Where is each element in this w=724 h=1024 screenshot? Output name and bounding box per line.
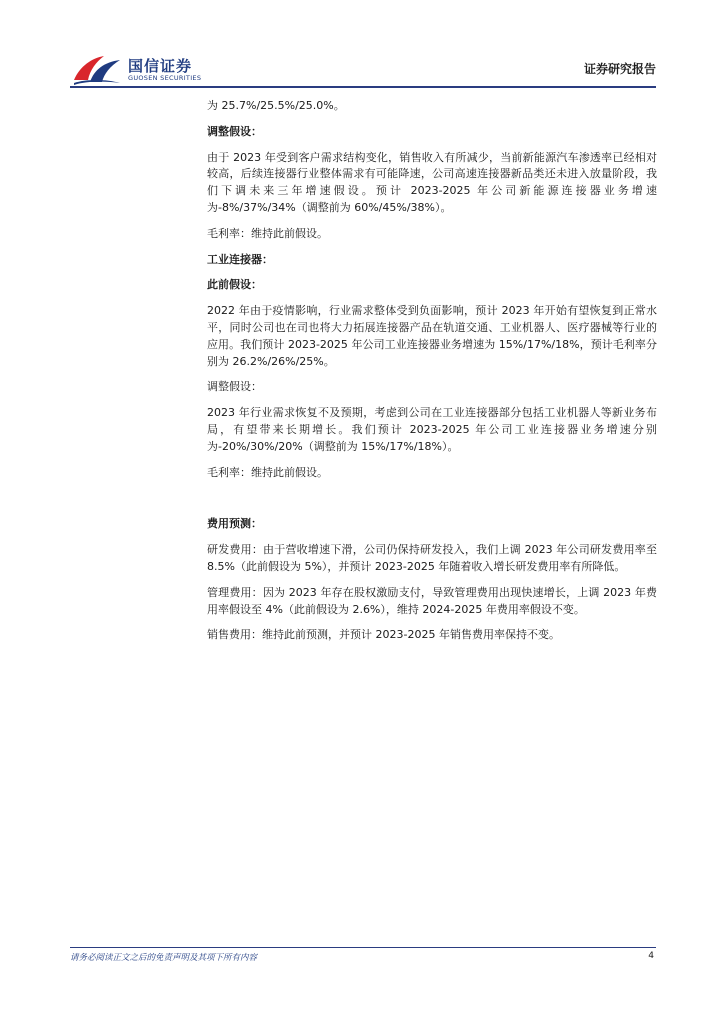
body-paragraph: 2023 年行业需求恢复不及预期，考虑到公司在工业连接器部分包括工业机器人等新业务布局，有望带来长期增长。我们预计 2023-2025 年公司工业连接器业务增速分别为-20%/30%/20%（调整前为 15%/17%/18%）。 bbox=[207, 406, 657, 453]
guosen-logo bbox=[70, 52, 220, 86]
guosen-logo-icon bbox=[70, 52, 124, 86]
section-heading: 工业连接器： bbox=[207, 252, 273, 266]
header-divider bbox=[70, 86, 656, 88]
logo-text-cn: 国信证券 bbox=[128, 57, 193, 75]
report-type-label: 证券研究报告 bbox=[583, 62, 656, 76]
report-body bbox=[207, 98, 657, 653]
page-number: 4 bbox=[648, 951, 654, 961]
body-paragraph: 研发费用：由于营收增速下滑，公司仍保持研发投入，我们上调 2023 年公司研发费用率至 8.5%（此前假设为 5%），并预计 2023-2025 年随着收入增长研发费用率有所降低。 bbox=[207, 543, 657, 573]
body-paragraph: 毛利率：维持此前假设。 bbox=[207, 226, 328, 240]
body-paragraph: 销售费用：维持此前预测，并预计 2023-2025 年销售费用率保持不变。 bbox=[207, 628, 560, 642]
body-paragraph: 由于 2023 年受到客户需求结构变化，销售收入有所减少，当前新能源汽车渗透率已经相对较高，后续连接器行业整体需求有可能降速，公司高速连接器新品类还未进入放量阶段，我们下调未来三年增速假设。预计 2023-2025 年公司新能源连接器业务增速为-8%/37%/34%（调整前为 60%/45%/38%）。 bbox=[207, 150, 657, 214]
body-paragraph: 管理费用：因为 2023 年存在股权激励支付，导致管理费用出现快速增长，上调 2023 年费用率假设至 4%（此前假设为 2.6%），维持 2024-2025 年费用率假设不变。 bbox=[207, 585, 657, 616]
page-header bbox=[0, 0, 724, 90]
section-heading: 此前假设： bbox=[207, 278, 262, 292]
section-spacer bbox=[207, 490, 657, 516]
body-paragraph: 为 25.7%/25.5%/25.0%。 bbox=[207, 99, 345, 112]
body-paragraph: 毛利率：维持此前假设。 bbox=[207, 465, 328, 479]
footer-divider bbox=[70, 947, 656, 948]
footer-disclaimer: 请务必阅读正文之后的免责声明及其项下所有内容 bbox=[70, 953, 258, 963]
logo-text-en: GUOSEN SECURITIES bbox=[128, 74, 202, 82]
body-paragraph: 2022 年由于疫情影响，行业需求整体受到负面影响，预计 2023 年开始有望恢复到正常水平，同时公司也在司也将大力拓展连接器产品在轨道交通、工业机器人、医疗器械等行业的应用。我们预计 2023-2025 年公司工业连接器业务增速为 15%/17%/18%，预计毛利率分别为 26.2%/26%/25%。 bbox=[207, 304, 657, 368]
section-heading: 费用预测： bbox=[207, 517, 262, 531]
body-paragraph: 调整假设： bbox=[207, 380, 262, 394]
section-heading: 调整假设： bbox=[207, 124, 262, 138]
